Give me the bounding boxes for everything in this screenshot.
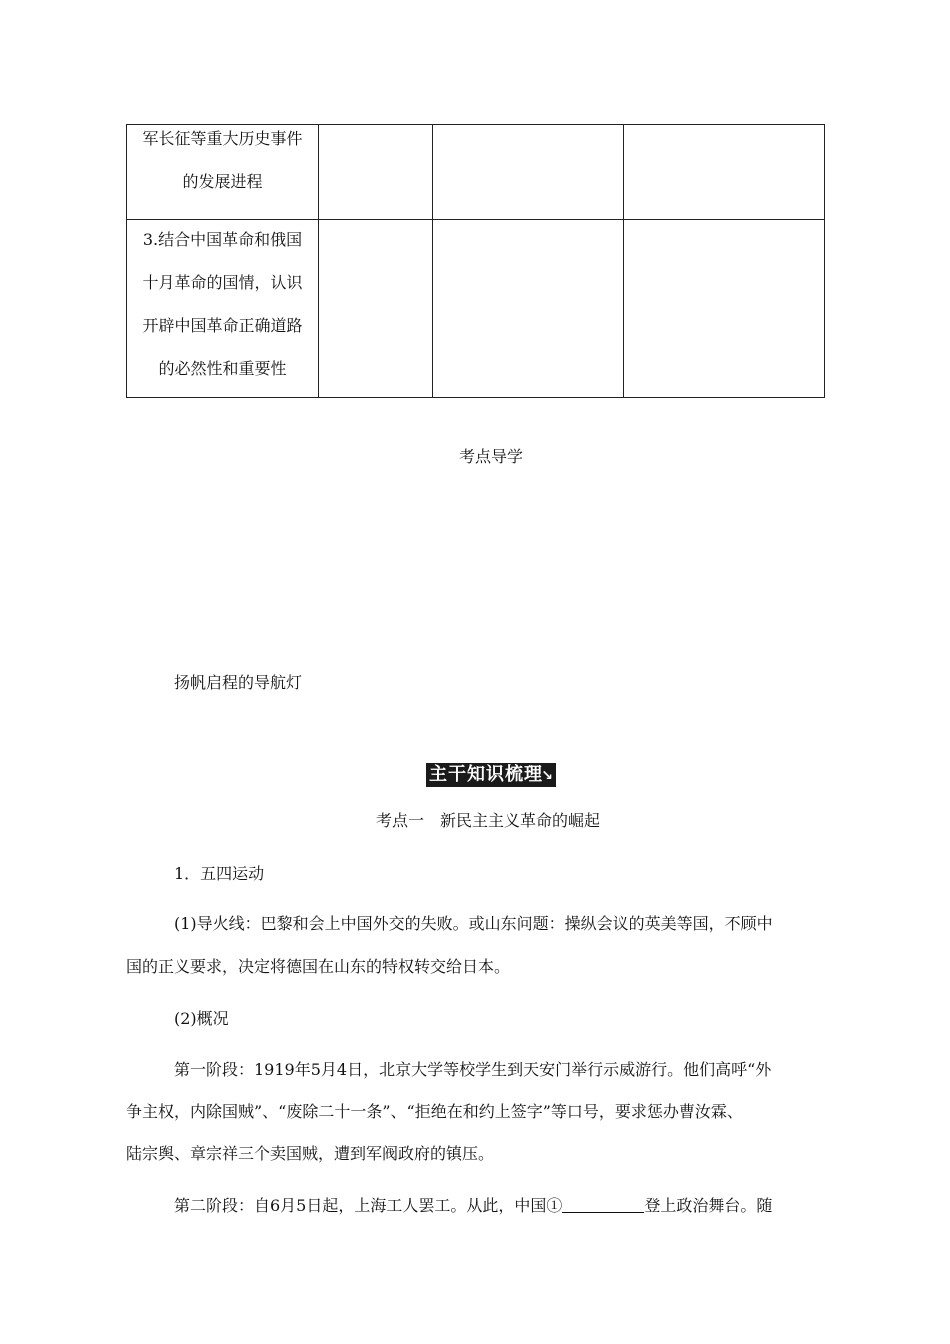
cell-text-line: 十月革命的国情，认识: [142, 273, 303, 292]
table-row: [127, 220, 825, 398]
cell-text-line: 的必然性和重要性: [158, 359, 287, 378]
table-cell-requirement: [127, 125, 319, 220]
paragraph-line: (1)导火线：巴黎和会上中国外交的失败。或山东问题：操纵会议的英美等国，不顾中: [174, 914, 773, 933]
table-cell-empty: [624, 125, 825, 220]
paragraph-heading: (2)概况: [174, 1009, 229, 1028]
curriculum-table: [126, 124, 825, 398]
cell-text-line: 3.结合中国革命和俄国: [142, 230, 303, 249]
paragraph-line: 陆宗舆、章宗祥三个卖国贼，遭到军阀政府的镇压。: [126, 1144, 495, 1163]
fill-in-blank: [562, 1194, 644, 1213]
section-badge: [426, 763, 556, 787]
paragraph-line: [174, 1193, 772, 1216]
stage2-text-after: 登上政治舞台。随: [644, 1196, 773, 1215]
item-heading: 1．五四运动: [174, 864, 265, 883]
paragraph-line: 国的正义要求，决定将德国在山东的特权转交给日本。: [126, 957, 511, 976]
table-cell-empty: [319, 220, 433, 398]
badge-label: 主干知识梳理: [429, 764, 543, 785]
paragraph-line: 第一阶段：1919年5月4日，北京大学等校学生到天安门举行示威游行。他们高呼“外: [174, 1060, 772, 1079]
arrow-down-right-icon: ↘: [541, 768, 554, 784]
guide-title: 考点导学: [459, 447, 524, 466]
table-row: [127, 125, 825, 220]
cell-text-line: 军长征等重大历史事件: [142, 129, 303, 148]
table-cell-empty: [433, 125, 624, 220]
subtitle: 扬帆启程的导航灯: [174, 673, 303, 692]
topic-title: 考点一 新民主主义革命的崛起: [376, 811, 601, 830]
cell-text-line: 开辟中国革命正确道路: [142, 316, 303, 335]
table-cell-empty: [319, 125, 433, 220]
cell-text-line: 的发展进程: [182, 172, 263, 191]
table-cell-requirement: [127, 220, 319, 398]
paragraph-line: 争主权，内除国贼”、“废除二十一条”、“拒绝在和约上签字”等口号，要求惩办曹汝霖、: [126, 1102, 743, 1121]
table-cell-empty: [433, 220, 624, 398]
table-cell-empty: [624, 220, 825, 398]
stage2-text-before: 第二阶段：自6月5日起，上海工人罢工。从此，中国①: [174, 1196, 563, 1215]
